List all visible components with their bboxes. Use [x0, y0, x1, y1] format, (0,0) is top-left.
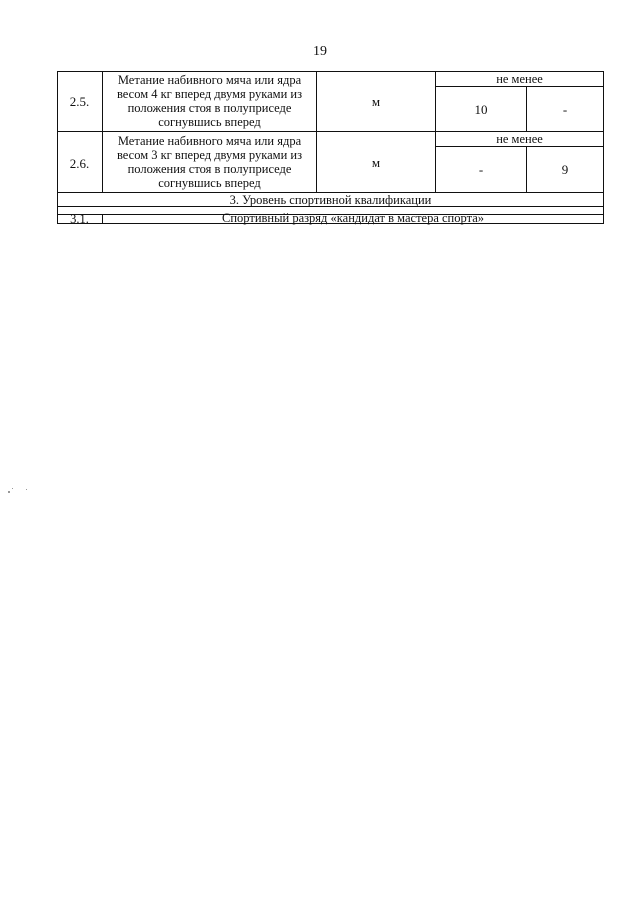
value-cell: 10	[474, 102, 488, 117]
unit-cell: м	[371, 94, 381, 109]
page-number: 19	[313, 44, 327, 59]
row-number: 2.6.	[69, 156, 90, 171]
scan-speck	[26, 489, 27, 490]
scan-speck	[8, 491, 10, 493]
unit-cell: м	[371, 155, 381, 170]
row-description: Метание набивного мяча или ядра весом 3 кг вперед двумя руками из положения стоя в полуприседе согнувшись вперед	[116, 134, 303, 190]
row-number: 3.1.	[70, 212, 89, 226]
value-cell: 9	[561, 162, 569, 177]
value-cell: -	[478, 162, 484, 177]
row-description: Спортивный разряд «кандидат в мастера спорта»	[222, 211, 484, 225]
condition-label: не менее	[496, 132, 543, 146]
section-title: 3. Уровень спортивной квалификации	[229, 193, 432, 207]
scan-speck	[12, 488, 13, 489]
condition-label: не менее	[496, 72, 543, 86]
row-description: Метание набивного мяча или ядра весом 4 кг вперед двумя руками из положения стоя в полуприседе согнувшись вперед	[116, 73, 303, 129]
value-cell: -	[562, 102, 568, 117]
row-number: 2.5.	[69, 94, 90, 109]
